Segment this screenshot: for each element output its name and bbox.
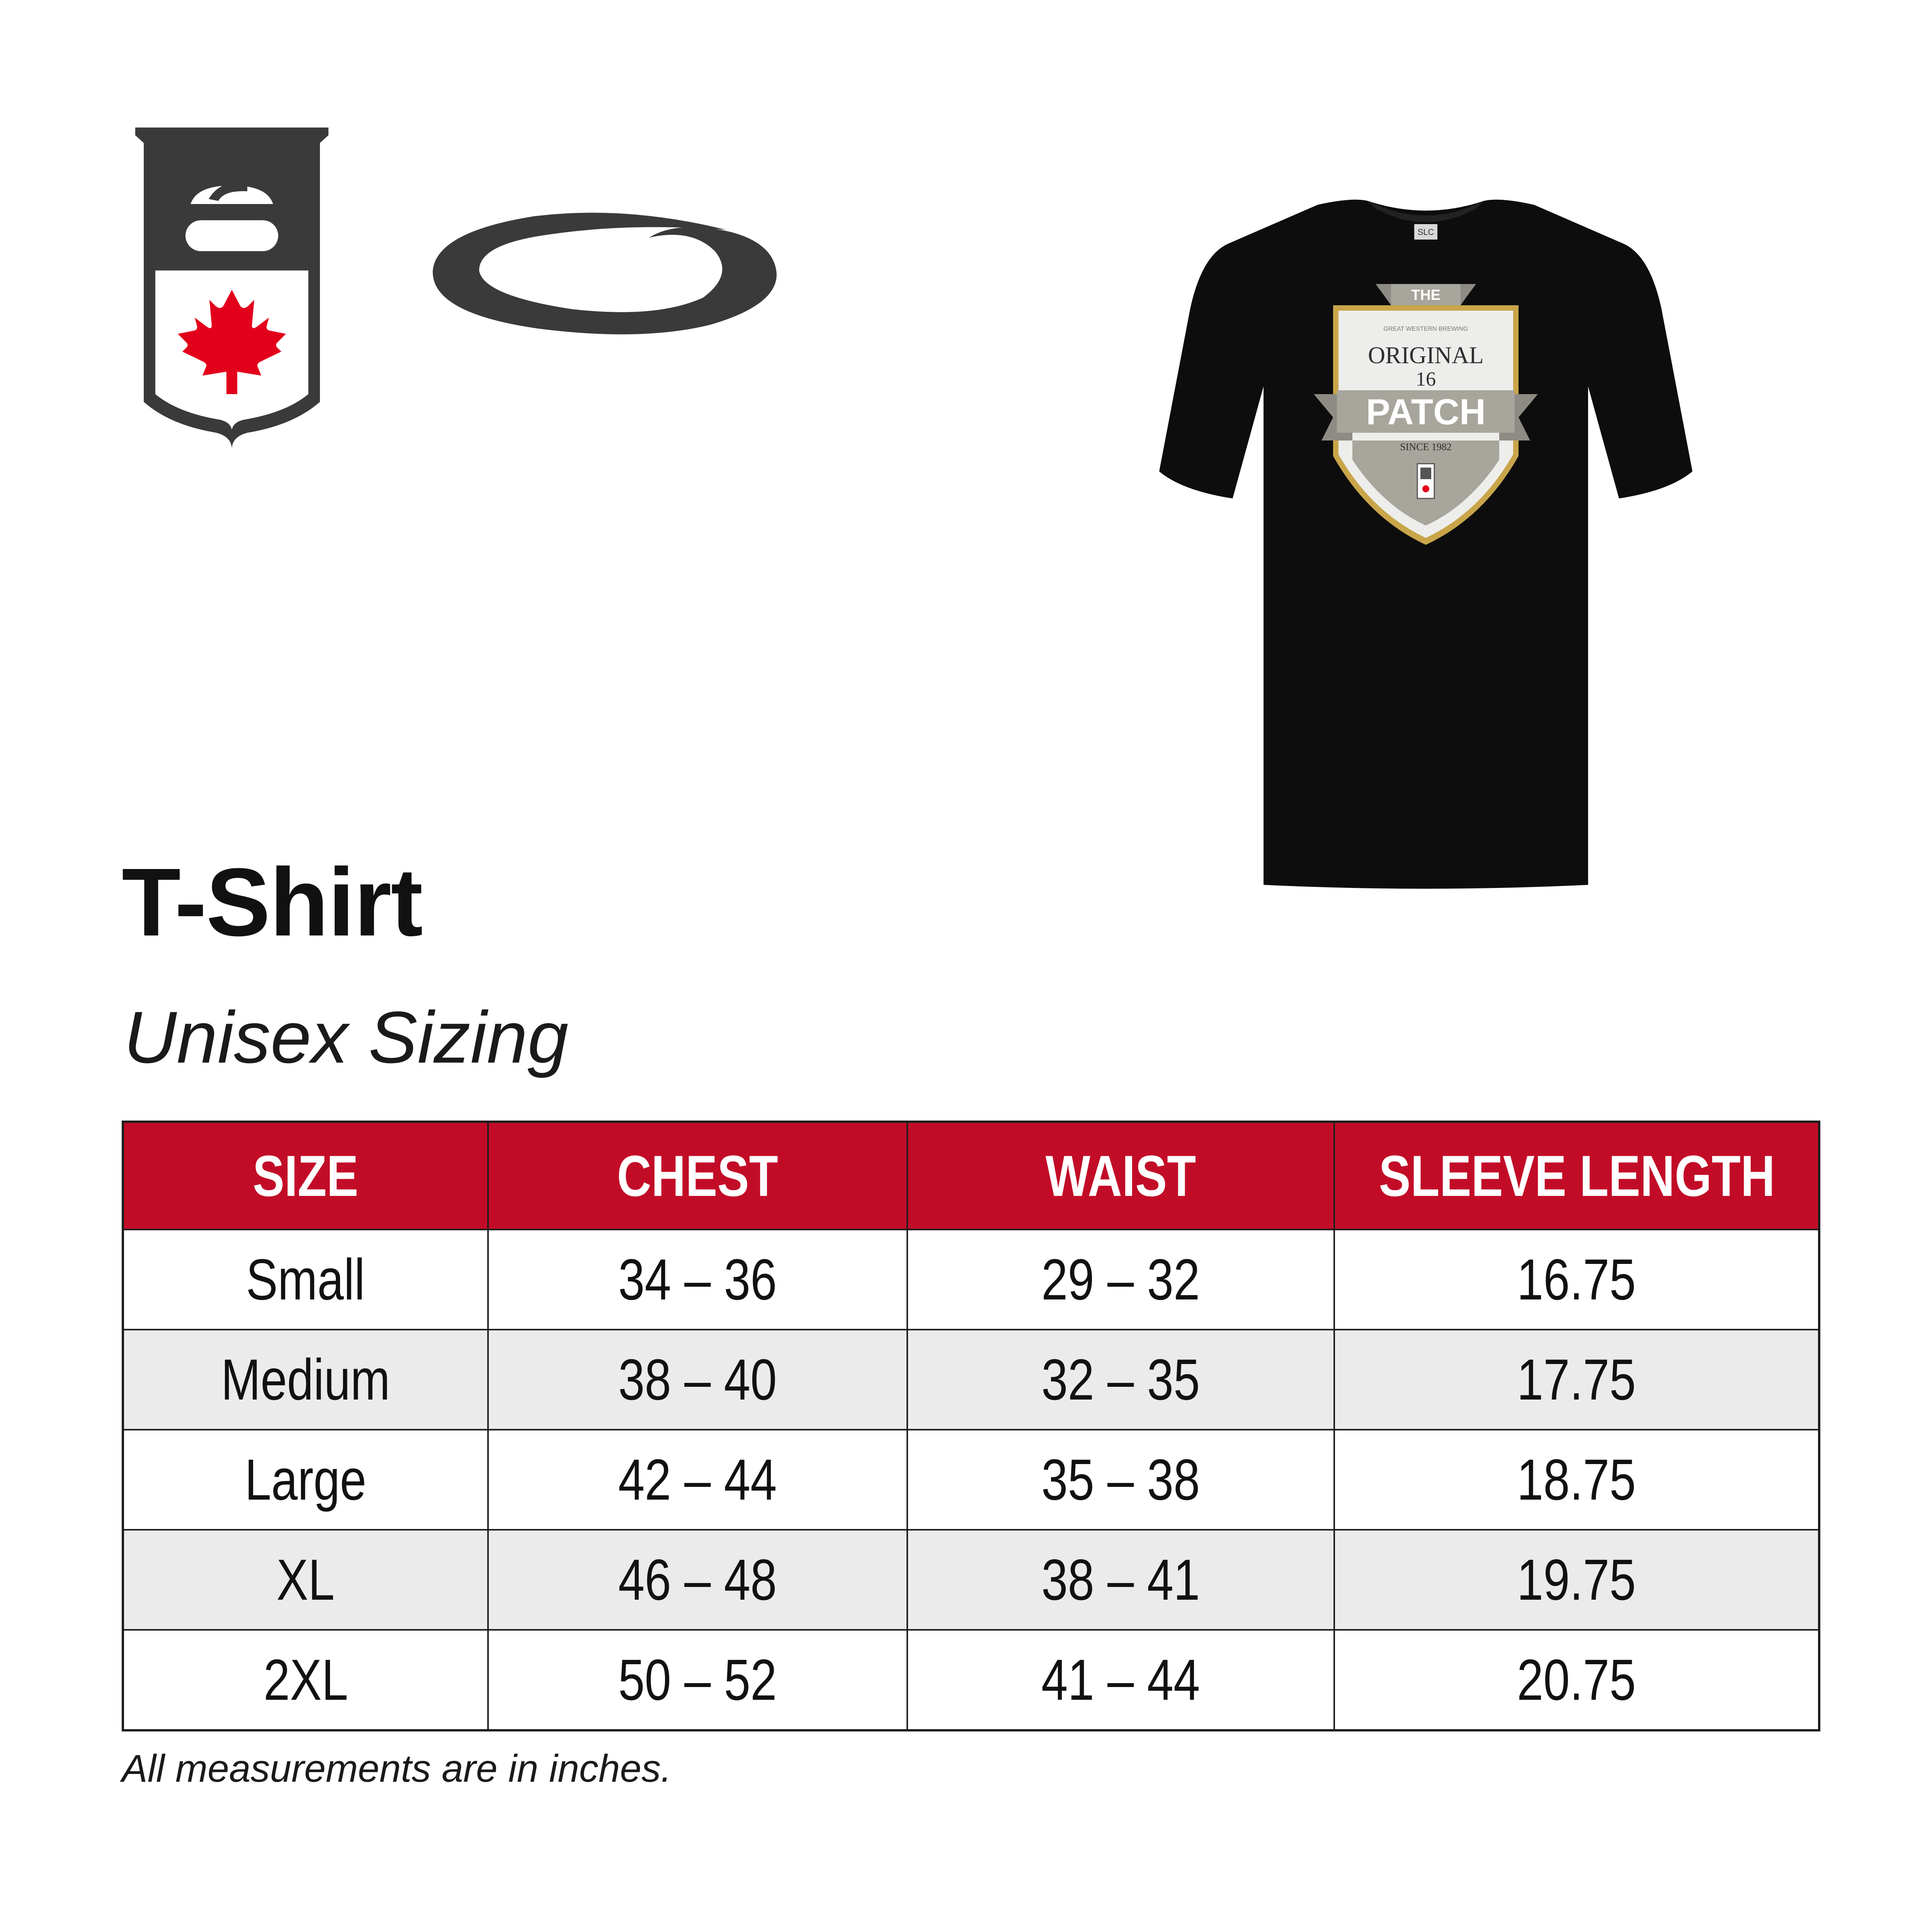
cell-sleeve-length: 17.75 xyxy=(1334,1330,1819,1430)
cell-chest: 42 – 44 xyxy=(488,1430,907,1530)
cell-chest: 34 – 36 xyxy=(488,1230,907,1330)
patch-ribbon-text: PATCH xyxy=(1366,391,1486,432)
header-waist: WAIST xyxy=(907,1122,1334,1230)
table-row xyxy=(123,1630,1819,1730)
cell-chest: 38 – 40 xyxy=(488,1330,907,1430)
table-row xyxy=(123,1230,1819,1330)
patch-brand-text: GREAT WESTERN BREWING xyxy=(1383,326,1468,332)
curling-swoosh-logo-icon xyxy=(425,209,792,340)
measurement-footnote: All measurements are in inches. xyxy=(122,1747,672,1790)
cell-chest: 46 – 48 xyxy=(488,1530,907,1630)
header-size: SIZE xyxy=(123,1122,488,1230)
cell-waist: 29 – 32 xyxy=(907,1230,1334,1330)
table-row xyxy=(123,1530,1819,1630)
cell-size: Medium xyxy=(123,1330,488,1430)
cell-sleeve-length: 16.75 xyxy=(1334,1230,1819,1330)
cell-size: Large xyxy=(123,1430,488,1530)
cell-size: XL xyxy=(123,1530,488,1630)
cell-sleeve-length: 19.75 xyxy=(1334,1530,1819,1630)
header-chest: CHEST xyxy=(488,1122,907,1230)
patch-line2-text: 16 xyxy=(1416,368,1436,390)
cell-chest: 50 – 52 xyxy=(488,1630,907,1730)
cell-waist: 32 – 35 xyxy=(907,1330,1334,1430)
cell-waist: 38 – 41 xyxy=(907,1530,1334,1630)
table-row xyxy=(123,1430,1819,1530)
size-chart-table xyxy=(122,1121,1820,1731)
page-subtitle: Unisex Sizing xyxy=(124,997,569,1078)
cell-size: 2XL xyxy=(123,1630,488,1730)
tshirt-product-image xyxy=(1136,193,1716,896)
patch-line1-text: ORIGINAL xyxy=(1368,342,1484,369)
neck-label-text: SLC xyxy=(1417,227,1434,237)
patch-banner-text: THE xyxy=(1411,287,1440,303)
cell-size: Small xyxy=(123,1230,488,1330)
patch-since-text: SINCE 1982 xyxy=(1400,441,1452,452)
cell-sleeve-length: 18.75 xyxy=(1334,1430,1819,1530)
curling-crest-logo-icon xyxy=(131,124,332,448)
cell-sleeve-length: 20.75 xyxy=(1334,1630,1819,1730)
table-row xyxy=(123,1330,1819,1430)
header-sleeve-length: SLEEVE LENGTH xyxy=(1334,1122,1819,1230)
table-header-row xyxy=(123,1122,1819,1230)
cell-waist: 35 – 38 xyxy=(907,1430,1334,1530)
page-title: T-Shirt xyxy=(122,848,422,956)
cell-waist: 41 – 44 xyxy=(907,1630,1334,1730)
